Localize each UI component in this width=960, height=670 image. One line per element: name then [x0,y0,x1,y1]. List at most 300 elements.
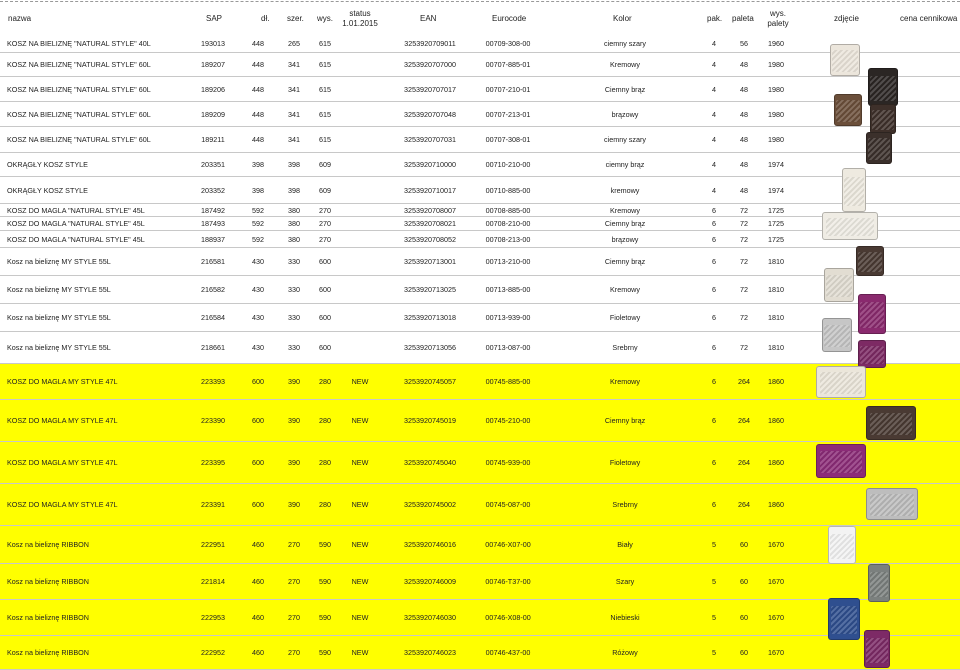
cell-sap: 223395 [201,458,225,467]
cell-kolor: Srebrny [612,343,638,352]
cell-kolor: Kremowy [610,377,640,386]
cell-szer: 330 [288,257,300,266]
cell-wys: 615 [319,84,331,94]
cell-eurocode: 00713-087-00 [485,343,531,352]
table-row [0,127,960,153]
table-row [0,400,960,442]
cell-wysp: 1860 [768,416,784,425]
cell-szer: 390 [288,416,300,425]
cell-name: Kosz na bieliznę MY STYLE 55L [7,257,111,266]
basket-photo-black [868,68,898,106]
table-row [0,276,960,304]
cell-pak: 6 [712,257,716,266]
cell-pak: 4 [712,38,716,48]
header-wys-palety-line1: wys. [770,9,786,18]
basket-photo-cream-2 [824,268,854,302]
header-ean: EAN [420,14,437,23]
cell-paleta: 48 [740,135,748,144]
cell-ean: 3253920713056 [404,343,456,352]
cell-kolor: Biały [617,540,633,549]
cell-ean: 3253920708007 [404,205,456,215]
cell-sap: 222952 [201,648,225,657]
cell-wysp: 1810 [768,285,784,294]
cell-name: KOSZ NA BIELIZNĘ "NATURAL STYLE" 40L [7,38,151,48]
cell-pak: 5 [712,540,716,549]
cell-szer: 330 [288,285,300,294]
cell-name: KOSZ DO MAGLA MY STYLE 47L [7,416,118,425]
cell-pak: 6 [712,458,716,467]
ribbon-basket-photo-grey [868,564,890,602]
cell-wysp: 1810 [768,257,784,266]
cell-paleta: 72 [740,205,748,215]
cell-dl: 600 [252,416,264,425]
cell-status: NEW [351,416,369,425]
cell-wysp: 1725 [768,219,784,228]
laundry-tray-photo-brown [866,406,916,440]
cell-paleta: 60 [740,577,748,586]
cell-wys: 590 [319,648,331,657]
cell-status: NEW [351,458,369,467]
cell-name: KOSZ NA BIELIZNĘ "NATURAL STYLE" 60L [7,84,151,94]
cell-szer: 380 [288,234,300,244]
cell-paleta: 60 [740,540,748,549]
ribbon-basket-photo-white [828,526,856,564]
cell-wys: 590 [319,577,331,586]
table-row [0,102,960,127]
table-row [0,564,960,600]
table-row [0,34,960,53]
cell-kolor: ciemny szary [604,38,646,48]
cell-dl: 448 [252,109,264,119]
cell-paleta: 264 [738,416,750,425]
cell-name: OKRĄGŁY KOSZ STYLE [7,185,88,195]
cell-wysp: 1860 [768,500,784,509]
cell-dl: 592 [252,219,264,228]
cell-wys: 615 [319,109,331,119]
table-row [0,332,960,364]
cell-paleta: 48 [740,84,748,94]
cell-ean: 3253920746023 [404,648,456,657]
cell-ean: 3253920707031 [404,135,456,144]
cell-name: Kosz na bieliznę MY STYLE 55L [7,285,111,294]
cell-szer: 270 [288,613,300,622]
cell-pak: 6 [712,205,716,215]
cell-name: KOSZ DO MAGLA MY STYLE 47L [7,377,118,386]
cell-dl: 398 [252,160,264,169]
cell-pak: 4 [712,84,716,94]
header-dl: dł. [261,14,270,23]
cell-wysp: 1974 [768,160,784,169]
cell-szer: 341 [288,60,300,69]
cell-wysp: 1980 [768,60,784,69]
cell-wysp: 1670 [768,577,784,586]
cell-eurocode: 00745-210-00 [485,416,531,425]
cell-eurocode: 00746-X08-00 [485,613,531,622]
cell-dl: 460 [252,577,264,586]
cell-wys: 280 [319,500,331,509]
cell-dl: 430 [252,257,264,266]
cell-wysp: 1980 [768,109,784,119]
header-cena-cennikowa: cena cennikowa [900,14,958,23]
cell-kolor: kremowy [610,185,640,195]
cell-name: KOSZ DO MAGLA MY STYLE 47L [7,500,118,509]
cell-eurocode: 00713-885-00 [485,285,531,294]
cell-ean: 3253920713001 [404,257,456,266]
header-szer: szer. [287,14,304,23]
cell-pak: 4 [712,160,716,169]
cell-sap: 187493 [201,219,225,228]
cell-ean: 3253920745019 [404,416,456,425]
cell-paleta: 72 [740,313,748,322]
cell-sap: 223393 [201,377,225,386]
cell-name: KOSZ DO MAGLA "NATURAL STYLE" 45L [7,219,145,228]
cell-name: KOSZ DO MAGLA "NATURAL STYLE" 45L [7,234,145,244]
round-basket-photo-dark [866,132,892,164]
cell-szer: 330 [288,343,300,352]
cell-eurocode: 00707-885-01 [485,60,531,69]
cell-kolor: Fioletowy [609,313,641,322]
cell-pak: 6 [712,416,716,425]
basket-photo-dark-brown [870,104,896,134]
header-wys: wys. [317,14,333,23]
cell-dl: 460 [252,613,264,622]
cell-wysp: 1725 [768,205,784,215]
cell-kolor: Ciemny brąz [604,257,646,266]
cell-ean: 3253920707048 [404,109,456,119]
cell-eurocode: 00713-939-00 [485,313,531,322]
cell-szer: 380 [288,219,300,228]
table-row [0,77,960,102]
table-row [0,217,960,231]
cell-sap: 223390 [201,416,225,425]
cell-name: Kosz na bieliznę MY STYLE 55L [7,343,111,352]
cell-wys: 609 [319,160,331,169]
cell-pak: 6 [712,377,716,386]
cell-paleta: 264 [738,377,750,386]
cell-wysp: 1670 [768,648,784,657]
cell-szer: 341 [288,109,300,119]
table-row [0,204,960,217]
cell-kolor: Ciemny brąz [604,84,646,94]
laundry-tray-photo-cream-2 [816,366,866,398]
laundry-tray-photo-cream [822,212,878,240]
basket-photo-dark-brown-2 [856,246,884,276]
header-pak: pak. [707,14,723,23]
cell-paleta: 48 [740,109,748,119]
cell-sap: 223391 [201,500,225,509]
cell-szer: 390 [288,500,300,509]
cell-dl: 448 [252,38,264,48]
cell-szer: 330 [288,313,300,322]
cell-wys: 280 [319,377,331,386]
header-kolor: Kolor [613,14,632,23]
cell-eurocode: 00710-210-00 [485,160,531,169]
cell-sap: 203352 [201,185,225,195]
cell-kolor: Ciemny brąz [604,416,646,425]
cell-ean: 3253920745002 [404,500,456,509]
cell-eurocode: 00745-939-00 [485,458,531,467]
table-row [0,600,960,636]
cell-wys: 615 [319,60,331,69]
basket-photo-silver [822,318,852,352]
header-wys-palety-line2: palety [767,19,789,28]
cell-wys: 615 [319,38,331,48]
cell-sap: 189207 [201,60,225,69]
cell-wysp: 1974 [768,185,784,195]
cell-paleta: 48 [740,60,748,69]
cell-kolor: Szary [615,577,635,586]
ribbon-basket-photo-pink [864,630,890,668]
table-row [0,53,960,77]
header-status-line1: status [349,9,371,18]
cell-dl: 592 [252,205,264,215]
header-paleta: paleta [732,14,754,23]
cell-ean: 3253920710000 [404,160,456,169]
cell-name: Kosz na bieliznę RIBBON [7,648,89,657]
cell-wysp: 1810 [768,313,784,322]
basket-photo-brown [834,94,862,126]
cell-name: KOSZ DO MAGLA "NATURAL STYLE" 45L [7,205,145,215]
cell-eurocode: 00745-087-00 [485,500,531,509]
cell-wys: 600 [319,285,331,294]
cell-wysp: 1725 [768,234,784,244]
cell-eurocode: 00710-885-00 [485,185,531,195]
cell-szer: 265 [288,38,300,48]
table-row [0,248,960,276]
cell-pak: 5 [712,648,716,657]
cell-wys: 590 [319,613,331,622]
cell-paleta: 60 [740,613,748,622]
cell-wysp: 1810 [768,343,784,352]
cell-szer: 398 [288,185,300,195]
basket-photo-purple [858,294,886,334]
cell-wysp: 1860 [768,458,784,467]
cell-eurocode: 00707-308-01 [485,135,531,144]
basket-photo-white [830,44,860,76]
cell-szer: 270 [288,648,300,657]
header-nazwa: nazwa [8,14,32,23]
cell-ean: 3253920707017 [404,84,456,94]
cell-dl: 398 [252,185,264,195]
cell-status: NEW [351,500,369,509]
cell-kolor: Fioletowy [609,458,641,467]
cell-wysp: 1980 [768,135,784,144]
cell-sap: 193013 [201,38,225,48]
laundry-tray-photo-purple [816,444,866,478]
cell-name: KOSZ NA BIELIZNĘ "NATURAL STYLE" 60L [7,109,151,119]
cell-eurocode: 00708-885-00 [485,205,531,215]
cell-status: NEW [351,613,369,622]
cell-kolor: Ciemny brąz [604,219,646,228]
cell-ean: 3253920746016 [404,540,456,549]
cell-paleta: 264 [738,458,750,467]
cell-eurocode: 00707-213-01 [485,109,531,119]
header-zdjecie: zdjęcie [834,14,859,23]
cell-sap: 222953 [201,613,225,622]
cell-eurocode: 00746-T37-00 [485,577,531,586]
cell-eurocode: 00745-885-00 [485,377,531,386]
cell-szer: 341 [288,135,300,144]
cell-name: OKRĄGŁY KOSZ STYLE [7,160,88,169]
cell-eurocode: 00713-210-00 [485,257,531,266]
table-row [0,177,960,204]
header-sap: SAP [206,14,223,23]
cell-ean: 3253920713025 [404,285,456,294]
cell-name: Kosz na bieliznę RIBBON [7,577,89,586]
cell-eurocode: 00746-X07-00 [485,540,531,549]
cell-sap: 218661 [201,343,225,352]
cell-ean: 3253920708021 [404,219,456,228]
cell-sap: 189209 [201,109,225,119]
cell-ean: 3253920709011 [404,38,456,48]
cell-wysp: 1960 [768,38,784,48]
cell-szer: 341 [288,84,300,94]
cell-pak: 6 [712,234,716,244]
cell-name: Kosz na bieliznę RIBBON [7,613,89,622]
cell-eurocode: 00746-437-00 [485,648,531,657]
cell-paleta: 72 [740,219,748,228]
cell-wysp: 1980 [768,84,784,94]
cell-paleta: 48 [740,185,748,195]
cell-sap: 221814 [201,577,225,586]
cell-ean: 3253920745040 [404,458,456,467]
cell-paleta: 48 [740,160,748,169]
cell-pak: 4 [712,109,716,119]
cell-sap: 216582 [201,285,225,294]
table-row [0,484,960,526]
cell-kolor: Kremowy [610,205,640,215]
cell-pak: 5 [712,613,716,622]
round-basket-photo-cream [842,168,866,212]
cell-paleta: 60 [740,648,748,657]
cell-kolor: brązowy [611,234,639,244]
cell-name: Kosz na bieliznę MY STYLE 55L [7,313,111,322]
cell-pak: 6 [712,343,716,352]
cell-wys: 590 [319,540,331,549]
cell-eurocode: 00707-210-01 [485,84,531,94]
cell-wys: 609 [319,185,331,195]
cell-name: Kosz na bieliznę RIBBON [7,540,89,549]
ribbon-basket-photo-blue [828,598,860,640]
cell-dl: 448 [252,135,264,144]
cell-sap: 189211 [201,135,225,144]
cell-sap: 187492 [201,205,225,215]
cell-sap: 189206 [201,84,225,94]
cell-paleta: 72 [740,285,748,294]
cell-wys: 600 [319,257,331,266]
cell-paleta: 72 [740,343,748,352]
cell-wys: 270 [319,219,331,228]
cell-paleta: 72 [740,257,748,266]
cell-dl: 430 [252,343,264,352]
cell-kolor: Kremowy [610,285,640,294]
cell-paleta: 264 [738,500,750,509]
cell-szer: 390 [288,458,300,467]
cell-sap: 216584 [201,313,225,322]
cell-dl: 430 [252,313,264,322]
cell-wysp: 1670 [768,613,784,622]
cell-status: NEW [351,577,369,586]
cell-name: KOSZ DO MAGLA MY STYLE 47L [7,458,118,467]
cell-ean: 3253920746030 [404,613,456,622]
header-eurocode: Eurocode [492,14,527,23]
cell-dl: 592 [252,234,264,244]
table-row [0,153,960,177]
cell-ean: 3253920746009 [404,577,456,586]
laundry-tray-photo-silver [866,488,918,520]
cell-dl: 600 [252,377,264,386]
cell-status: NEW [351,377,369,386]
cell-eurocode: 00708-210-00 [485,219,531,228]
cell-eurocode: 00708-213-00 [485,234,531,244]
cell-dl: 430 [252,285,264,294]
cell-dl: 448 [252,84,264,94]
cell-pak: 6 [712,219,716,228]
cell-wys: 280 [319,416,331,425]
cell-wys: 615 [319,135,331,144]
cell-kolor: ciemny szary [604,135,646,144]
cell-szer: 270 [288,577,300,586]
cell-pak: 6 [712,313,716,322]
basket-photo-purple-2 [858,340,886,368]
cell-ean: 3253920713018 [404,313,456,322]
cell-pak: 4 [712,135,716,144]
cell-wys: 600 [319,313,331,322]
cell-paleta: 56 [740,38,748,48]
cell-ean: 3253920708052 [404,234,456,244]
table-row [0,304,960,332]
table-row [0,231,960,248]
cell-ean: 3253920707000 [404,60,456,69]
cell-pak: 5 [712,577,716,586]
cell-wys: 600 [319,343,331,352]
cell-szer: 270 [288,540,300,549]
cell-pak: 4 [712,185,716,195]
cell-paleta: 72 [740,234,748,244]
cell-wys: 280 [319,458,331,467]
cell-kolor: Niebieski [610,613,640,622]
header-status-line2: 1.01.2015 [342,19,378,28]
cell-status: NEW [351,540,369,549]
cell-pak: 4 [712,60,716,69]
cell-wys: 270 [319,205,331,215]
cell-sap: 216581 [201,257,225,266]
cell-wysp: 1860 [768,377,784,386]
cell-szer: 380 [288,205,300,215]
cell-name: KOSZ NA BIELIZNĘ "NATURAL STYLE" 60L [7,135,151,144]
cell-dl: 460 [252,648,264,657]
cell-pak: 6 [712,500,716,509]
cell-dl: 600 [252,500,264,509]
cell-kolor: Różowy [612,648,638,657]
table-row [0,526,960,564]
cell-ean: 3253920710017 [404,185,456,195]
cell-wys: 270 [319,234,331,244]
cell-wysp: 1670 [768,540,784,549]
cell-kolor: Srebrny [612,500,638,509]
cell-dl: 460 [252,540,264,549]
cell-kolor: Kremowy [610,60,640,69]
cell-dl: 448 [252,60,264,69]
cell-dl: 600 [252,458,264,467]
cell-ean: 3253920745057 [404,377,456,386]
cell-pak: 6 [712,285,716,294]
cell-kolor: ciemny brąz [605,160,645,169]
cell-sap: 222951 [201,540,225,549]
cell-szer: 390 [288,377,300,386]
cell-sap: 188937 [201,234,225,244]
cell-status: NEW [351,648,369,657]
